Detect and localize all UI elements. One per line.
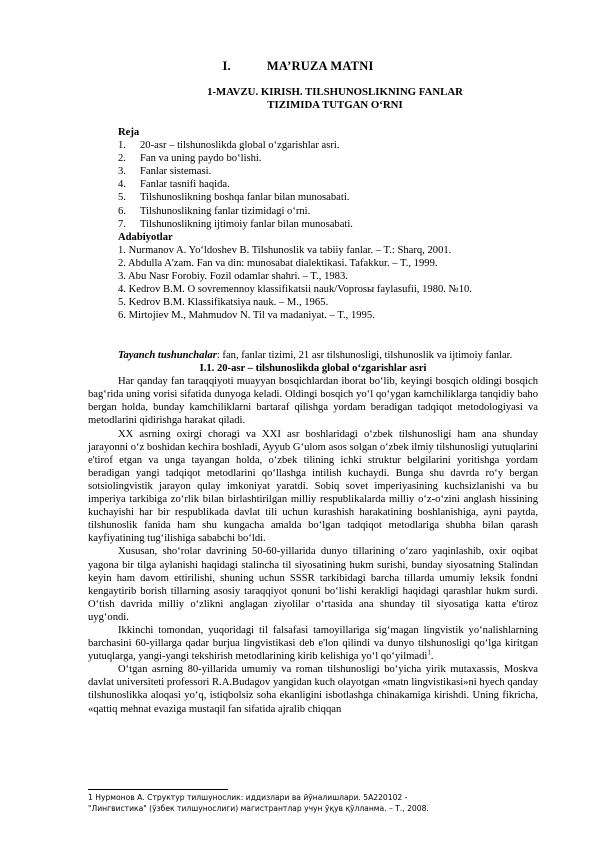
reference-item: 5. Kedrov B.M. Klassifikatsiya nauk. – M., 1965. bbox=[118, 297, 329, 309]
reference-item: 2. Abdulla A'zam. Fan va din: munosabat dialektikasi. Tafakkur. – T., 1999. bbox=[118, 257, 438, 269]
lecture-title-line-2: TIZIMIDA TUTGAN O‘RNI bbox=[267, 98, 403, 111]
chapter-heading bbox=[0, 60, 596, 73]
footnote-reference[interactable]: 1 bbox=[427, 648, 431, 657]
list-item: 2. Fan va uning paydo bo‘lishi. bbox=[118, 153, 262, 165]
list-item: 3. Fanlar sistemasi. bbox=[118, 166, 212, 178]
paragraph: Ikkinchi tomondan, yuqoridagi til falsafasi tamoyillariga sig‘magan lingvistik yo‘nalishlarning barchasini 60-yillarga qadar burjua lingvistikasi deb e'lon qilindi va dunyo tilshunosligi qo‘lga kiritgan yutuqlarga, yangi-yangi tekshirish metodlarining kirib kelishiga yo‘l qo‘yilmadi$^1$. bbox=[88, 624, 538, 663]
reja-heading: Reja bbox=[118, 127, 140, 138]
reference-item: 6. Mirtojiev M., Mahmudov N. Til va madaniyat. – T., 1995. bbox=[118, 310, 375, 322]
lecture-title-line-1: 1-MAVZU. KIRISH. TILSHUNOSLIKNING FANLAR bbox=[207, 86, 463, 98]
lecture-title bbox=[170, 86, 500, 111]
paragraph: O‘tgan asrning 80-yillarida umumiy va roman tilshunosligi bo‘yicha yirik mutaxassis, Moskva davlat universiteti professori R.A.Budagov yangidan kuch olayotgan «matn lingvistikasi»ni hyech qanday tilshunoslikka aloqasi yo‘q, istiqbolsiz soha ekanligini isbotlashga chinakamiga kirishdi. Uning fikricha, «qattiq mehnat evaziga mustaqil fan sifatida ajralib chiqqan bbox=[88, 664, 538, 715]
reference-item: 4. Kedrov B.M. O sovremennoy klassifikatsii nauk/Voprosы faylasufii, 1980. №10. bbox=[118, 284, 472, 296]
paragraph: XX asrning oxirgi choragi va XXI asr boshlaridagi o‘zbek tilshunosligi ham ana shunday jarayonni o‘z boshidan kechira boshladi, Ayyub G‘ulom asos solgan o‘zbek ilmiy tilshunosligi yutuqlarini e'tirof etgan va unga tayangan holda, o‘zbek tilining ichki struktur belgilarini yoritishga yordam beradigan yangi tadqiqot metodlarini qo‘llashga intilish kuchaydi. Bunga shu davrda ro‘y bergan sotsiolingvistik jarayon qulay imkoniyat yaratdi. Sobiq sovet imperiyasining kuchsizlanishi va bu imperiya tarkibiga zo‘rlik bilan birlashtirilgan milliy respublikalarda milliy o‘z-o‘zini anglash hissining kuchayishi har bir respublikada davlat tili uchun kurashish harakatining boshlanishiga, ayni paytda, tilshunoslik fanida ham shu kungacha amalda bo‘lgan tadqiqot metodlariga shubha bilan qarash kayfiyatining tug‘ilishiga sababchi bo‘ldi. bbox=[88, 428, 538, 545]
footnote-line-1: 1 Нурмонов А. Структур тилшунослик: иддизлари ва йўналишлари. 5А220102 - bbox=[88, 793, 408, 802]
list-item: 5. Tilshunoslikning boshqa fanlar bilan munosabati. bbox=[118, 192, 350, 204]
reference-item: 1. Nurmanov A. Yo‘ldoshev B. Tilshunoslik va tabiiy fanlar. – T.: Sharq, 2001. bbox=[118, 244, 452, 256]
footnote-line-2: "Лингвистика" (ўзбек тилшунослиги) магистрантлар учун ўқув қўлланма. – Т., 2008. bbox=[88, 804, 429, 813]
list-item: 4. Fanlar tasnifi haqida. bbox=[118, 179, 230, 191]
list-item: 1. 20-asr – tilshunoslikda global o‘zgarishlar asri. bbox=[118, 140, 340, 152]
chapter-number: I. bbox=[222, 59, 231, 73]
tayanch-text: : fan, fanlar tizimi, 21 asr tilshunosligi, tilshunoslik va ijtimoiy fanlar. bbox=[216, 350, 513, 361]
main-text bbox=[88, 349, 538, 716]
section-title: I.1. 20-asr – tilshunoslikda global o‘zgarishlar asri bbox=[199, 363, 427, 375]
adabiyotlar-heading: Adabiyotlar bbox=[118, 231, 173, 243]
chapter-title: MA’RUZA MATNI bbox=[266, 59, 374, 73]
reference-item: 3. Abu Nasr Forobiy. Fozil odamlar shahri. – T., 1983. bbox=[118, 271, 348, 283]
reja-section bbox=[118, 126, 538, 322]
tayanch-label: Tayanch tushunchalar bbox=[118, 350, 217, 361]
reja-list bbox=[118, 139, 538, 231]
list-item: 7. Tilshunoslikning ijtimoiy fanlar bilan munosabati. bbox=[118, 218, 353, 230]
tayanch-paragraph bbox=[88, 349, 538, 362]
footnote bbox=[88, 792, 548, 814]
paragraph: Xususan, sho‘rolar davrining 50-60-yillarida dunyo tillarining o‘zaro yaqinlashib, oxir oqibat yagona bir tilga aylanishi haqidagi stalincha til siyosatining hukm surishi, bunday siyosatning Stalindan keyin ham davom ettirilishi, shuning uchun SSSR tarkibidagi barcha tillarda umumiy leksik fondni kengaytirib borish tillarning asosiy taraqqiyot qonuni bo‘lishi kerakligi haqidagi qarashlar hukm surdi. O‘tish davrida milliy o‘zlikni anglagan ziyolilar o‘rtasida ana shunday til siyosatiga katta e'tiroz uyg‘ondi. bbox=[88, 546, 538, 623]
list-item: 6. Tilshunoslikning fanlar tizimidagi o‘rni. bbox=[118, 205, 311, 217]
paragraph: Har qanday fan taraqqiyoti muayyan bosqichlardan iborat bo‘lib, keyingi bosqich oldingi bosqich bag‘rida uning vorisi sifatida dunyoga keladi. Oldingi bosqich yo‘l qo‘ygan kamchiliklarga tanqidiy baho bergan holda, bunday kamchiliklarni bartaraf qilishga yordam beradigan tadqiqot metodologiyasi va metodlarini qidirishga harakat qiladi. bbox=[88, 376, 538, 427]
footnote-divider bbox=[88, 789, 228, 790]
reference-list bbox=[118, 244, 538, 323]
